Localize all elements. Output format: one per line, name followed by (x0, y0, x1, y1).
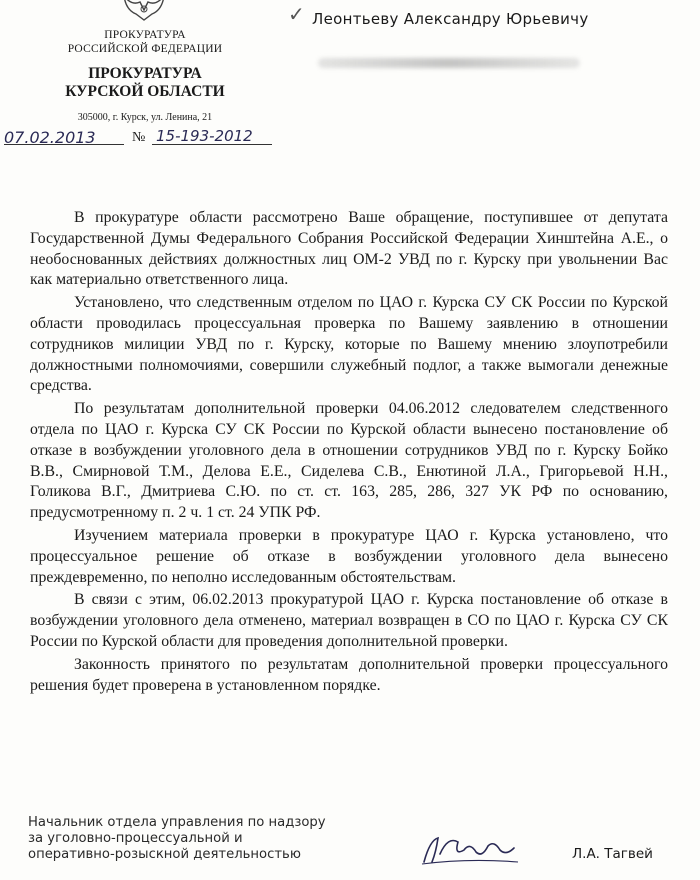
handwritten-signature-icon (418, 832, 522, 868)
number-sign: № (132, 130, 146, 145)
letter-body (30, 208, 668, 698)
paragraph: В связи с этим, 06.02.2013 прокуратурой ЦАО г. Курска постановление об отказе в возбуждении уголовного дела отменено, материал возвращен в СО по ЦАО г. Курска СУ СК России по Курской области для проведения дополнительной проверки. (30, 591, 668, 650)
letter-number: 15-193-2012 (156, 127, 253, 145)
signer-position-line: Начальник отдела управления по надзору (28, 815, 326, 830)
agency-title-2: КУРСКОЙ ОБЛАСТИ (65, 83, 225, 100)
agency-title-1: ПРОКУРАТУРА (88, 65, 202, 82)
agency-line-1: ПРОКУРАТУРА (104, 29, 186, 41)
paragraph: В прокуратуре области рассмотрено Ваше обращение, поступившее от депутата Государственной Думы Федерального Собрания Российской Федерации Хинштейна А.Е., о необоснованных действиях должностных лиц ОМ-2 УВД по г. Курску при увольнении Вас как материально ответственного лица. (30, 209, 668, 289)
signer-name: Л.А. Тагвей (572, 846, 653, 862)
paragraph: Изучением материала проверки в прокуратуре ЦАО г. Курска установлено, что процессуальное решение об отказе в возбуждении уголовного дела вынесено преждевременно, по неполно исследованным обстоятельствам. (30, 526, 668, 586)
double-headed-eagle-icon (118, 0, 170, 22)
signer-position-line: оперативно-розыскной деятельностью (28, 847, 301, 862)
paragraph: Законность принятого по результатам дополнительной проверки процессуального решения будет проверена в установленном порядке. (30, 655, 668, 694)
signer-position (28, 815, 388, 863)
signer-position-line: за уголовно-процессуальной и (28, 831, 243, 846)
agency-line-2: РОССИЙСКОЙ ФЕДЕРАЦИИ (67, 43, 223, 55)
paragraph: Установлено, что следственным отделом по ЦАО г. Курска СУ СК России по Курской области проводилась процессуальная проверка по Вашему заявлению в отношении сотрудников милиции УВД по г. Курску, которые по Вашему мнению злоупотребили должностными полномочиями, совершили служебный подлог, а также вымогали денежные средства. (30, 294, 668, 395)
checkmark-icon: ✓ (288, 4, 305, 26)
letter-date: 07.02.2013 (4, 128, 96, 147)
redacted-address (318, 58, 580, 68)
paragraph: По результатам дополнительной проверки 04.06.2012 следователем следственного отдела по ЦАО г. Курска СУ СК России по Курской области вынесено постановление об отказе в возбуждении уголовного дела в отношении сотрудников УВД по г. Курску Бойко В.В., Смирновой Т.М., Делова Е.Е., Сиделева С.В., Енютиной Л.А., Григорьевой Н.Н., Голикова В.Г., Дмитриева С.Ю. по ст. ст. 163, 285, 286, 327 УК РФ по основанию, предусмотренному п. 2 ч. 1 ст. 24 УПК РФ. (30, 400, 668, 522)
agency-address: 305000, г. Курск, ул. Ленина, 21 (77, 112, 213, 123)
addressee-name: Леонтьеву Александру Юрьевичу (312, 10, 589, 28)
